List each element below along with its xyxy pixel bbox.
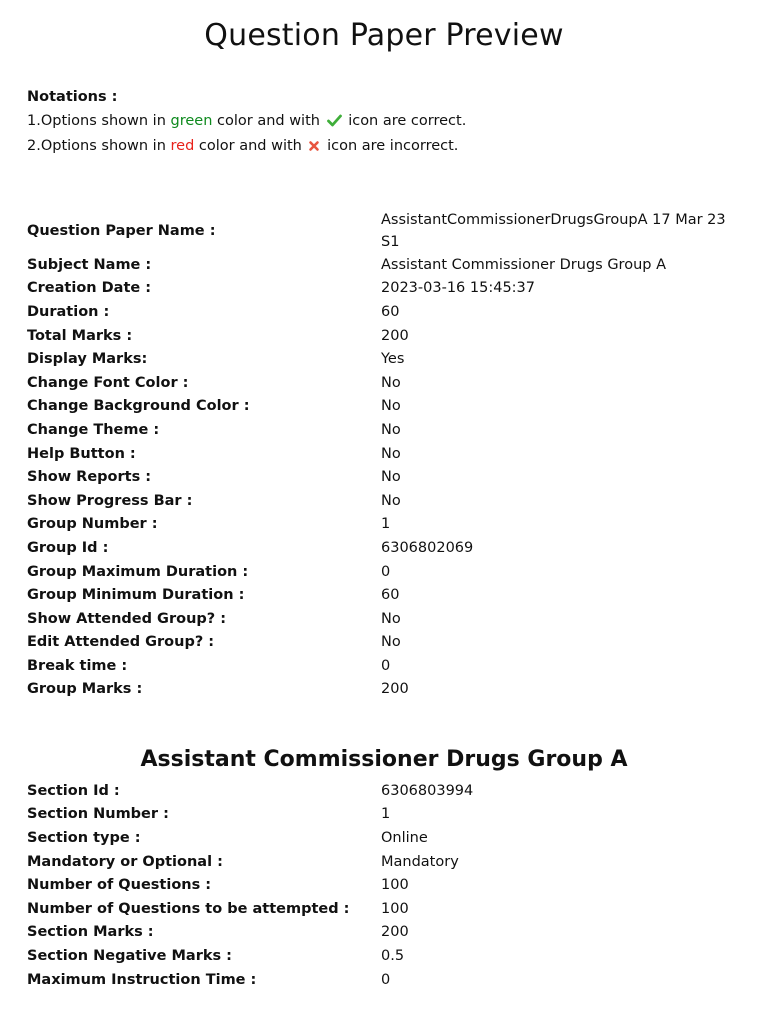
notation-incorrect bbox=[27, 135, 466, 161]
field-value: Mandatory bbox=[381, 853, 459, 870]
field-label: Group Minimum Duration : bbox=[27, 587, 245, 604]
paper-info-table bbox=[27, 209, 747, 701]
notation-text: icon are correct. bbox=[348, 112, 467, 129]
notation-text: color and with bbox=[198, 138, 302, 154]
red-word: red bbox=[170, 138, 195, 154]
info-row bbox=[27, 489, 747, 513]
info-row bbox=[27, 654, 747, 678]
field-value: 1 bbox=[381, 516, 391, 533]
info-row bbox=[27, 371, 747, 395]
field-value: Online bbox=[381, 829, 428, 846]
field-label: Show Progress Bar : bbox=[27, 492, 193, 509]
field-value: Assistant Commissioner Drugs Group A bbox=[381, 256, 666, 273]
info-row bbox=[27, 873, 747, 897]
info-row bbox=[27, 678, 747, 702]
field-value: 60 bbox=[381, 587, 400, 604]
field-label: Display Marks: bbox=[27, 351, 148, 368]
field-label: Show Attended Group? : bbox=[27, 610, 227, 627]
info-row bbox=[27, 253, 747, 277]
field-label: Group Marks : bbox=[27, 681, 143, 698]
field-value: 6306803994 bbox=[381, 782, 474, 799]
info-row bbox=[27, 826, 747, 850]
section-title: Assistant Commissioner Drugs Group A bbox=[140, 747, 628, 772]
notation-correct bbox=[27, 110, 466, 136]
info-row bbox=[27, 631, 747, 655]
field-label: Subject Name : bbox=[27, 256, 152, 273]
field-label: Section Number : bbox=[27, 806, 169, 823]
field-label: Section Id : bbox=[27, 782, 120, 799]
field-label: Group Number : bbox=[27, 516, 158, 533]
info-row bbox=[27, 300, 747, 324]
field-label: Creation Date : bbox=[27, 280, 152, 297]
info-row bbox=[27, 607, 747, 631]
field-label: Number of Questions : bbox=[27, 877, 212, 894]
info-row bbox=[27, 850, 747, 874]
field-label: Change Font Color : bbox=[27, 374, 189, 391]
field-value: No bbox=[381, 634, 401, 651]
field-value: 200 bbox=[381, 327, 409, 344]
info-row bbox=[27, 324, 747, 348]
field-label: Break time : bbox=[27, 657, 128, 674]
field-value: No bbox=[381, 374, 401, 391]
page-title: Question Paper Preview bbox=[204, 18, 564, 53]
field-value: No bbox=[381, 469, 401, 486]
field-value: No bbox=[381, 610, 401, 627]
field-value: 100 bbox=[381, 900, 409, 917]
info-row bbox=[27, 536, 747, 560]
info-row bbox=[27, 395, 747, 419]
field-value: Yes bbox=[381, 351, 405, 368]
info-row bbox=[27, 968, 747, 992]
info-row bbox=[27, 779, 747, 803]
info-row bbox=[27, 921, 747, 945]
info-row bbox=[27, 465, 747, 489]
field-value: 0 bbox=[381, 971, 391, 988]
notation-text: 1.Options shown in bbox=[27, 112, 166, 129]
field-label: Question Paper Name : bbox=[27, 223, 216, 239]
notation-text: icon are incorrect. bbox=[327, 138, 459, 154]
field-value: 60 bbox=[381, 303, 400, 320]
field-label: Change Theme : bbox=[27, 421, 160, 438]
section-info-table bbox=[27, 779, 747, 991]
field-value: 1 bbox=[381, 806, 391, 823]
field-label: Maximum Instruction Time : bbox=[27, 971, 257, 988]
field-label: Mandatory or Optional : bbox=[27, 853, 223, 870]
info-row bbox=[27, 560, 747, 584]
field-value: 200 bbox=[381, 924, 409, 941]
notation-text: 2.Options shown in bbox=[27, 138, 166, 154]
info-row bbox=[27, 347, 747, 371]
field-label: Section type : bbox=[27, 829, 141, 846]
field-label: Section Negative Marks : bbox=[27, 947, 232, 964]
field-value: 0.5 bbox=[381, 947, 405, 964]
field-value: No bbox=[381, 421, 401, 438]
info-row bbox=[27, 513, 747, 537]
field-label: Number of Questions to be attempted : bbox=[27, 900, 350, 917]
field-label: Help Button : bbox=[27, 445, 136, 462]
info-row bbox=[27, 418, 747, 442]
field-value: 0 bbox=[381, 563, 391, 580]
field-value: AssistantCommissionerDrugsGroupA 17 Mar 23 S1 bbox=[381, 212, 726, 250]
info-row bbox=[27, 442, 747, 466]
field-value: No bbox=[381, 398, 401, 415]
notations-block bbox=[27, 86, 466, 161]
green-word: green bbox=[170, 112, 213, 129]
field-value: No bbox=[381, 445, 401, 462]
field-label: Duration : bbox=[27, 303, 110, 320]
cross-icon bbox=[308, 137, 320, 161]
field-label: Group Id : bbox=[27, 539, 109, 556]
notations-heading: Notations : bbox=[27, 89, 118, 105]
info-row bbox=[27, 209, 747, 253]
field-label: Section Marks : bbox=[27, 924, 154, 941]
field-value: 0 bbox=[381, 657, 391, 674]
field-value: 200 bbox=[381, 681, 409, 698]
info-row bbox=[27, 897, 747, 921]
info-row bbox=[27, 583, 747, 607]
field-label: Edit Attended Group? : bbox=[27, 634, 215, 651]
notation-text: color and with bbox=[217, 112, 320, 129]
info-row bbox=[27, 277, 747, 301]
field-label: Group Maximum Duration : bbox=[27, 563, 249, 580]
field-value: No bbox=[381, 492, 401, 509]
info-row bbox=[27, 944, 747, 968]
field-label: Change Background Color : bbox=[27, 398, 250, 415]
field-value: 100 bbox=[381, 877, 409, 894]
field-value: 6306802069 bbox=[381, 539, 474, 556]
info-row bbox=[27, 803, 747, 827]
field-label: Total Marks : bbox=[27, 327, 133, 344]
field-value: 2023-03-16 15:45:37 bbox=[381, 280, 535, 297]
field-label: Show Reports : bbox=[27, 469, 152, 486]
check-icon bbox=[327, 112, 342, 136]
